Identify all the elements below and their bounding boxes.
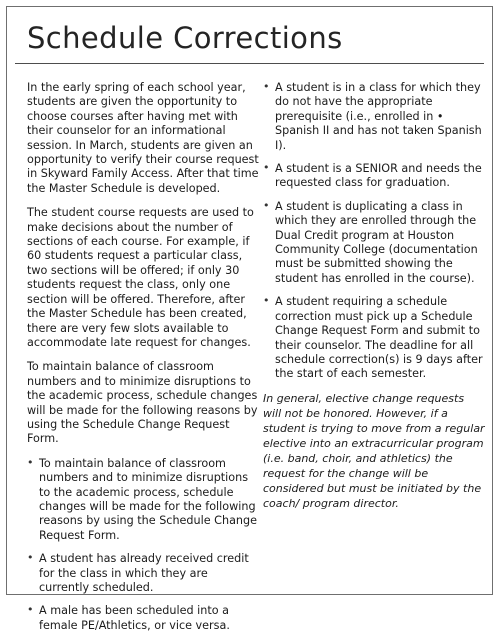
list-item-text: A student is a SENIOR and needs the requested class for graduation. [275,162,482,190]
bullet-icon: • [263,161,270,175]
right-bullet-list [263,81,485,382]
bullet-icon: • [263,80,270,93]
title-divider [15,63,484,64]
list-item [263,200,485,286]
list-item-text: A student is in a class for which they do not have the appropriate prerequisite (i.e., enrolled in • Spanish II and has not taken Spanish I). [275,81,482,152]
list-item-text: A student is duplicating a class in which they are enrolled through the Dual Credit program at Houston Community College (documentation must be submitted showing the student has enrolled in the course). [275,199,478,285]
list-item [27,457,259,543]
bullet-icon: • [263,294,270,308]
list-item [27,604,259,633]
list-item-text: A student requiring a schedule correction must pick up a Schedule Change Request Form and submit to their counselor. The deadline for all schedule correction(s) is 9 days after the start of each semester. [275,295,483,381]
bullet-icon: • [27,551,34,565]
left-bullet-list [27,457,259,633]
list-item [263,295,485,381]
bullet-icon: • [27,603,34,617]
paragraph-course-requests: The student course requests are used to make decisions about the number of sections of each course. For example, if 60 students request a particular class, two sections will be offered; if only 30 students request the class, only one section will be offered. Therefore, after the Master Schedule has been created, there are very few slots available to accommodate late request for changes. [27,206,254,349]
bullet-icon: • [27,455,34,469]
list-item-text: A student has already received credit for the class in which they are currently scheduled. [39,552,249,594]
list-item [263,162,485,191]
bullet-icon: • [263,198,270,212]
paragraph-intro: In the early spring of each school year, students are given the opportunity to choose courses after having met with their counselor for an informational session. In March, students are given an opportunity to verify their course request in Skyward Family Access. After that time the Master Schedule is developed. [27,81,259,195]
page-frame [6,6,493,632]
right-column [263,81,485,521]
list-item [27,552,259,595]
page-title: Schedule Corrections [27,21,343,55]
paragraph-balance: To maintain balance of classroom numbers and to minimize disruptions to the academic process, schedule changes will be made for the following reasons by using the Schedule Change Request Form. [27,360,258,446]
left-column [27,81,259,642]
list-item-text: To maintain balance of classroom numbers and to minimize disruptions to the academic process, schedule changes will be made for the following reasons by using the Schedule Change Request Form. [39,456,258,542]
list-item [263,81,485,153]
list-item-text: A male has been scheduled into a female PE/Athletics, or vice versa. [39,604,230,632]
elective-note: In general, elective change requests will not be honored. However, if a student is trying to move from a regular elective into an extracurricular program (i.e. band, choir, and athletics) the request for the change will be considered but must be initiated by the coach/ program director. [263,391,485,510]
